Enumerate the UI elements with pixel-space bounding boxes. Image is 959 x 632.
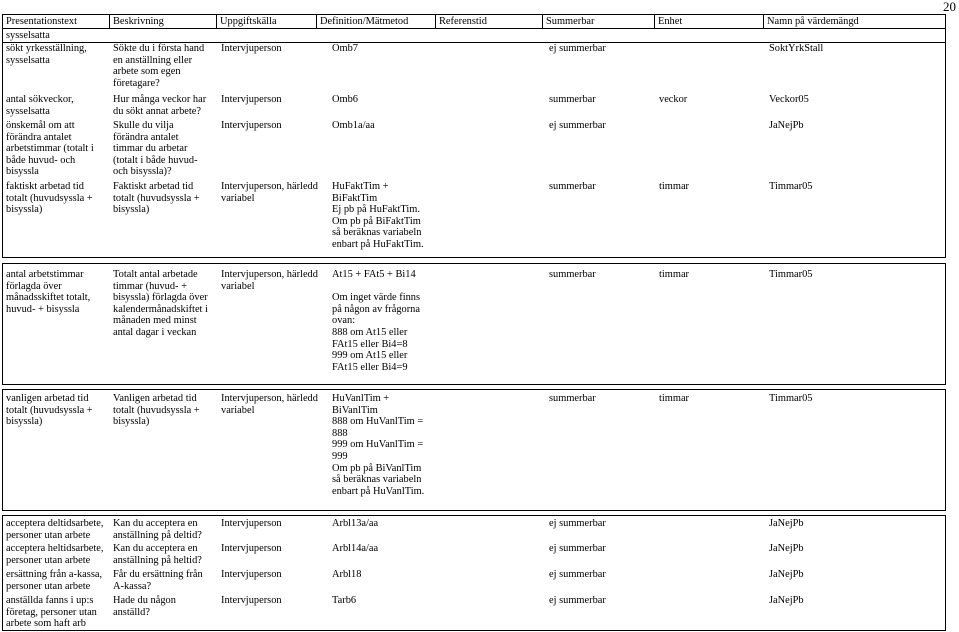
source-cell: Intervjuperson: [221, 120, 282, 131]
enhet-cell: timmar: [659, 269, 690, 280]
definition-cell: Arbl18: [332, 569, 362, 580]
namn-cell: Timmar05: [769, 393, 813, 404]
presentation-cell: önskemål om att förändra antalet arbetstimmar (totalt i både huvud- och bisyssla: [6, 120, 94, 178]
enhet-cell: timmar: [659, 181, 690, 192]
definition-cell: Arbl13a/aa: [332, 518, 379, 529]
presentation-cell: vanligen arbetad tid totalt (huvudsyssla + bisyssla): [6, 393, 93, 428]
header-namn-pa-vardemangd: Namn på värdemängd: [767, 16, 859, 27]
presentation-cell: faktiskt arbetad tid totalt (huvudsyssla + bisyssla): [6, 181, 93, 216]
presentation-cell: antal sökveckor, sysselsatta: [6, 94, 74, 117]
definition-cell: Omb6: [332, 94, 358, 105]
definition-cell: HuFaktTim + BiFaktTim Ej pb på HuFaktTim. Om pb på BiFaktTim så beräknas variabeln enbart på HuFaktTim.: [332, 181, 424, 250]
presentation-cell: anställda fanns i up:s företag, personer utan arbete som haft arb: [6, 595, 97, 630]
description-cell: Skulle du vilja förändra antalet timmar du arbetar (totalt i både huvud- och bisyssla)?: [113, 120, 198, 178]
description-cell: Hade du någon anställd?: [113, 595, 176, 618]
definition-cell: Omb1a/aa: [332, 120, 375, 131]
header-presentationstext: Presentationstext: [3, 15, 110, 28]
description-cell: Kan du acceptera en anställning på heltid?: [113, 543, 202, 566]
summerbar-cell: ej summerbar: [549, 518, 606, 529]
enhet-cell: veckor: [659, 94, 688, 105]
description-cell: Faktiskt arbetad tid totalt (huvudsyssla + bisyssla): [113, 181, 200, 216]
source-cell: Intervjuperson: [221, 543, 282, 554]
definition-cell: Tarb6: [332, 595, 357, 606]
namn-cell: Timmar05: [769, 181, 813, 192]
description-cell: Vanligen arbetad tid totalt (huvudsyssla + bisyssla): [113, 393, 200, 428]
summerbar-cell: summerbar: [549, 94, 596, 105]
header-beskrivning: Beskrivning: [110, 15, 217, 28]
enhet-cell: timmar: [659, 393, 690, 404]
summerbar-cell: summerbar: [549, 269, 596, 280]
summerbar-cell: summerbar: [549, 393, 596, 404]
description-cell: Sökte du i första hand en anställning eller arbete som egen företagare?: [113, 43, 205, 89]
header-uppgiftskalla: Uppgiftskälla: [217, 15, 317, 28]
presentation-cell: acceptera heltidsarbete, personer utan arbete: [6, 543, 104, 566]
table-block: [2, 263, 946, 385]
source-cell: Intervjuperson: [221, 94, 282, 105]
namn-cell: JaNejPb: [769, 569, 804, 580]
summerbar-cell: ej summerbar: [549, 120, 606, 131]
source-cell: Intervjuperson, härledd variabel: [221, 269, 318, 292]
definition-cell: Arbl14a/aa: [332, 543, 379, 554]
source-cell: Intervjuperson: [221, 518, 282, 529]
source-cell: Intervjuperson, härledd variabel: [221, 181, 318, 204]
description-cell: Kan du acceptera en anställning på deltid?: [113, 518, 202, 541]
presentation-cell: antal arbetstimmar förlagda över månadsskiftet totalt, huvud- + bisyssla: [6, 269, 91, 315]
section-label: sysselsatta: [6, 30, 50, 41]
header-enhet: Enhet: [655, 15, 764, 28]
summerbar-cell: ej summerbar: [549, 543, 606, 554]
summerbar-cell: summerbar: [549, 181, 596, 192]
header-summerbar: Summerbar: [543, 15, 655, 28]
page-number: 20: [943, 0, 956, 14]
namn-cell: JaNejPb: [769, 120, 804, 131]
source-cell: Intervjuperson: [221, 569, 282, 580]
source-cell: Intervjuperson: [221, 595, 282, 606]
definition-cell: HuVanlTim + BiVanlTim 888 om HuVanlTim = 888 999 om HuVanlTim = 999 Om pb på BiVanlTim så beräknas variabeln enbart på HuVanlTim.: [332, 393, 425, 497]
presentation-cell: acceptera deltidsarbete, personer utan arbete: [6, 518, 104, 541]
summerbar-cell: ej summerbar: [549, 569, 606, 580]
namn-cell: JaNejPb: [769, 518, 804, 529]
summerbar-cell: ej summerbar: [549, 595, 606, 606]
definition-cell: At15 + FAt5 + Bi14 Om inget värde finns på någon av frågorna ovan: 888 om At15 eller FAt15 eller Bi4=8 999 om At15 eller FAt15 eller Bi4=9: [332, 269, 421, 373]
table-block: [2, 389, 946, 511]
source-cell: Intervjuperson: [221, 43, 282, 54]
header-definition: Definition/Mätmetod: [317, 15, 436, 28]
namn-cell: Veckor05: [769, 94, 809, 105]
definition-cell: Omb7: [332, 43, 358, 54]
namn-cell: Timmar05: [769, 269, 813, 280]
description-cell: Får du ersättning från A-kassa?: [113, 569, 203, 592]
header-referenstid: Referenstid: [436, 15, 543, 28]
namn-cell: SoktYrkStall: [769, 43, 824, 54]
description-cell: Totalt antal arbetade timmar (huvud- + bisyssla) förlagda över kalendermånadskiftet i månaden med minst antal dagar i veckan: [113, 269, 208, 338]
namn-cell: JaNejPb: [769, 595, 804, 606]
namn-cell: JaNejPb: [769, 543, 804, 554]
description-cell: Hur många veckor har du sökt annat arbete?: [113, 94, 207, 117]
source-cell: Intervjuperson, härledd variabel: [221, 393, 318, 416]
table-block: [2, 14, 946, 258]
table-header: [3, 15, 945, 29]
presentation-cell: sökt yrkesställning, sysselsatta: [6, 43, 87, 66]
summerbar-cell: ej summerbar: [549, 43, 606, 54]
presentation-cell: ersättning från a-kassa, personer utan arbete: [6, 569, 103, 592]
table-block: [2, 515, 946, 631]
